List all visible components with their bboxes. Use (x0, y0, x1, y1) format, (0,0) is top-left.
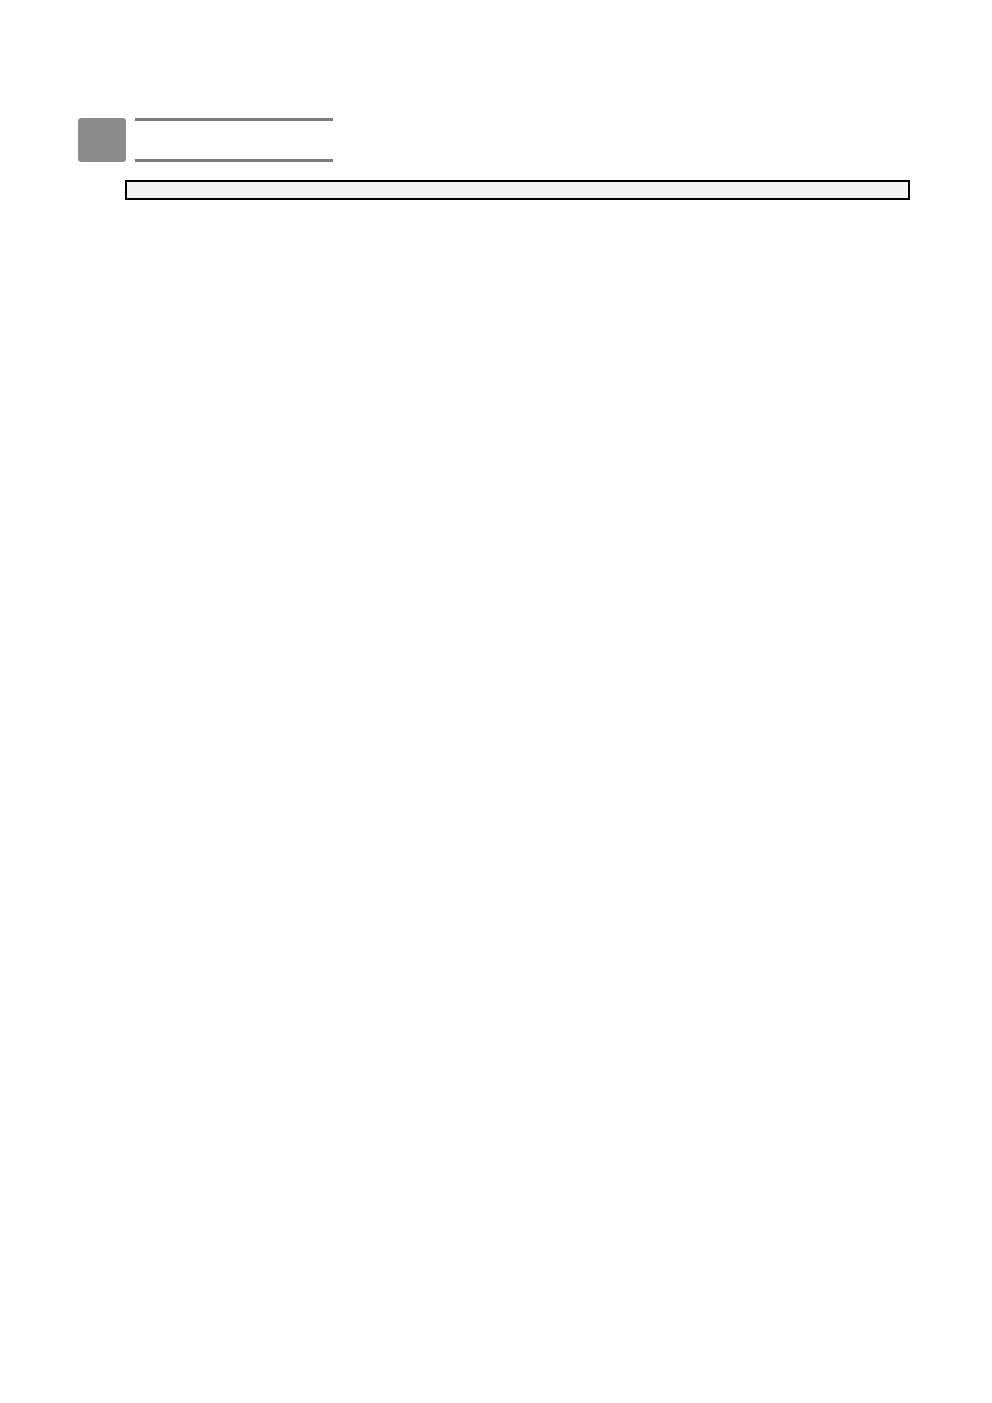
notice-box (125, 180, 910, 200)
section-number-badge (78, 118, 126, 162)
section-header (78, 118, 910, 162)
section-title-box (135, 118, 333, 162)
